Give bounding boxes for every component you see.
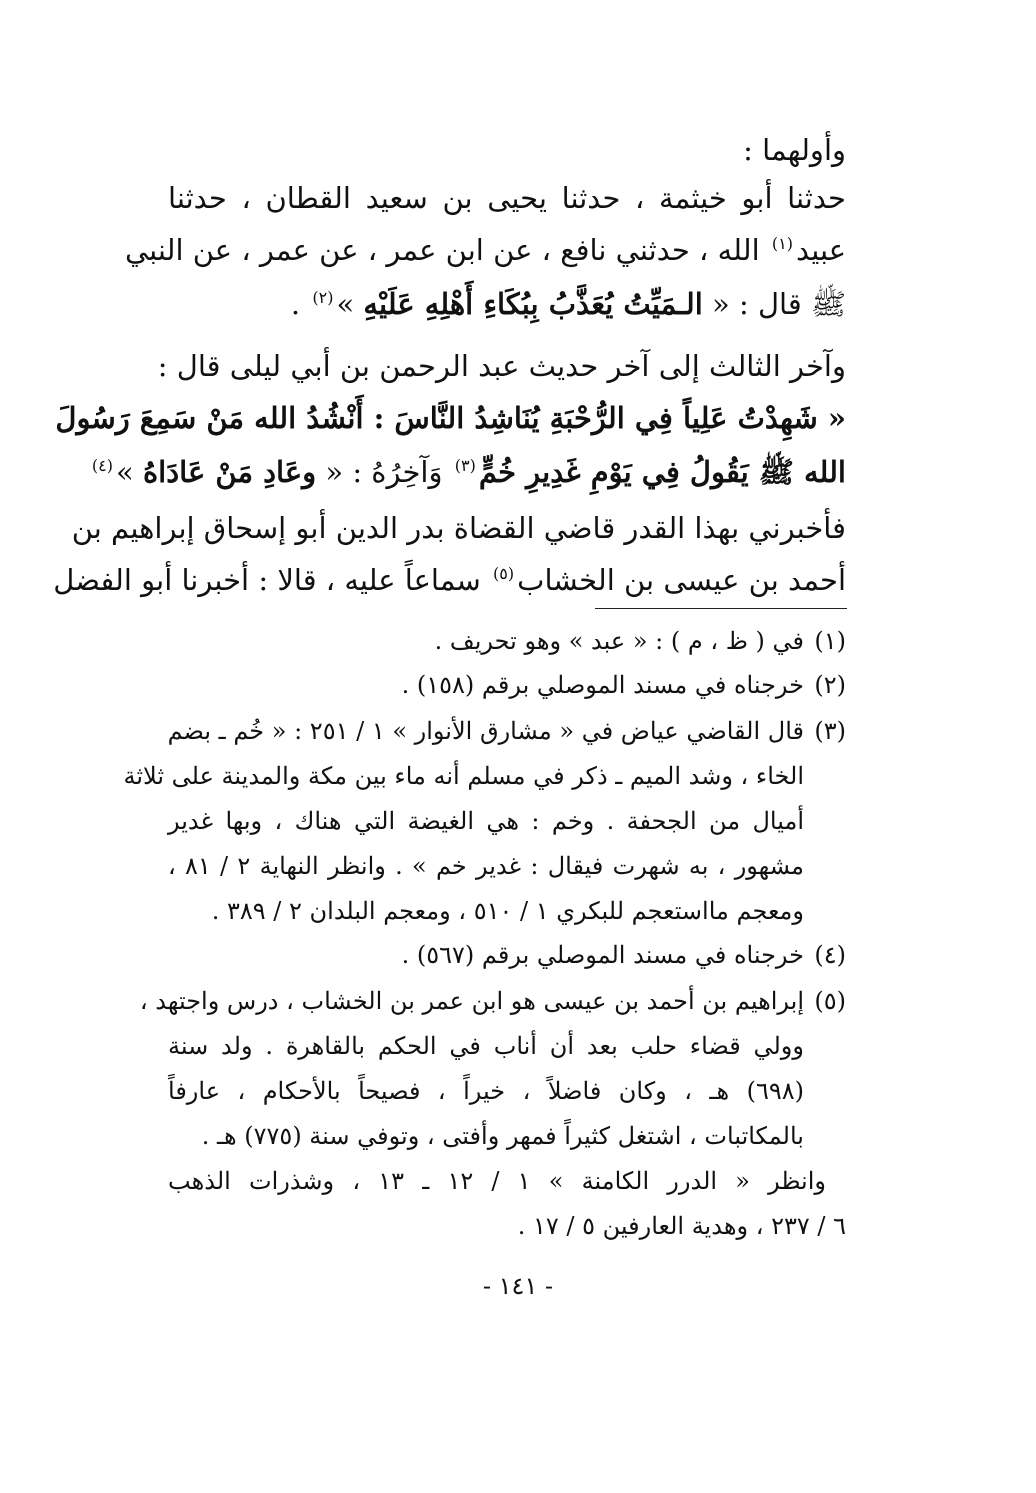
footnote-1-line-1: في ( ظ ، م ) : « عبد » وهو تحريف . [434,627,804,655]
footnote-marker-5: (٥) [493,564,515,584]
footnote-2-line-1: خرجناه في مسند الموصلي برقم (١٥٨) . [401,671,804,699]
footnote-3-line-3: أميال من الجحفة . وخم : هي الغيضة التي هناك ، وبها غدير [168,807,804,835]
hadith-text-1: الـمَيِّتُ يُعَذَّبُ بِبُكَاءِ أَهْلِهِ عَلَيْهِ [363,287,703,321]
footnote-3-line-1: قال القاضي عياض في « مشارق الأنوار » ١ / ٢٥١ : « خُم ـ بضم [167,717,804,745]
footnote-marker-2: (٢) [312,288,334,308]
footnote-separator [595,608,847,609]
page-number: - ١٤١ - [482,1272,554,1300]
footnote-3-line-2: الخاء ، وشد الميم ـ ذكر في مسلم أنه ماء بين مكة والمدينة على ثلاثة [123,762,804,790]
footnote-number-2: (٢) [814,671,846,699]
footnote-5-line-5: وانظر « الدرر الكامنة » ١ / ١٢ ـ ١٣ ، وشذرات الذهب [168,1167,826,1195]
footnote-3-line-5: ومعجم مااستعجم للبكري ١ / ٥١٠ ، ومعجم البلدان ٢ / ٣٨٩ . [211,897,804,925]
footnote-number-5: (٥) [814,987,846,1015]
footnote-number-3: (٣) [814,717,846,745]
footnote-marker-1: (١) [771,234,793,254]
footnote-5-line-4: بالمكاتبات ، اشتغل كثيراً فمهر وأفتى ، وتوفي سنة (٧٧٥) هـ . [201,1122,804,1150]
body-line-5: وآخر الثالث إلى آخر حديث عبد الرحمن بن أبي ليلى قال : [157,349,846,383]
body-line-1: وأولهما : [743,133,846,167]
hadith-text-3: وعَادِ مَنْ عَادَاهُ [142,455,317,489]
footnote-3-line-4: مشهور ، به شهرت فيقال : غدير خم » . وانظر النهاية ٢ / ٨١ ، [168,852,805,880]
body-line-2: حدثنا أبو خيثمة ، حدثنا يحيى بن سعيد القطان ، حدثنا [168,181,846,215]
body-line-7: الله ﷺ يَقُولُ فِي يَوْمِ غَدِيرِ خُمٍّ$^{(٣)}$ وَآخِرُهُ : « وعَادِ مَنْ عَادَاهُ »$^{(٤)}$ [91,455,846,489]
body-line-3: عبيد$^{(١)}$ الله ، حدثني نافع ، عن ابن عمر ، عن عمر ، عن النبي [124,233,846,267]
footnote-5-line-1: إبراهيم بن أحمد بن عيسى هو ابن عمر بن الخشاب ، درس واجتهد ، [139,987,804,1015]
footnote-marker-3: (٣) [454,456,476,476]
footnote-5-line-6: ٦ / ٢٣٧ ، وهدية العارفين ٥ / ١٧ . [517,1212,846,1240]
body-line-4: ﷺ قال : « الـمَيِّتُ يُعَذَّبُ بِبُكَاءِ أَهْلِهِ عَلَيْهِ »$^{(٢)}$ . [290,287,846,321]
footnote-marker-4: (٤) [91,456,113,476]
hadith-text-2: الله ﷺ يَقُولُ فِي يَوْمِ غَدِيرِ خُمٍّ [478,455,846,489]
footnote-4-line-1: خرجناه في مسند الموصلي برقم (٥٦٧) . [401,941,804,969]
body-line-8: فأخبرني بهذا القدر قاضي القضاة بدر الدين أبو إسحاق إبراهيم بن [71,511,846,545]
footnote-number-1: (١) [814,627,846,655]
footnote-5-line-2: وولي قضاء حلب بعد أن أناب في الحكم بالقاهرة . ولد سنة [168,1032,804,1060]
footnote-5-line-3: (٦٩٨) هـ ، وكان فاضلاً ، خيراً ، فصيحاً بالأحكام ، عارفاً [168,1077,804,1105]
footnote-number-4: (٤) [814,941,846,969]
body-line-9: أحمد بن عيسى بن الخشاب$^{(٥)}$ سماعاً عليه ، قالا : أخبرنا أبو الفضل [53,563,846,597]
body-line-6: « شَهِدْتُ عَلِياً فِي الرُّحْبَةِ يُنَاشِدُ النَّاسَ : أَنْشُدُ الله مَنْ سَمِعَ رَسُولَ [55,401,846,435]
